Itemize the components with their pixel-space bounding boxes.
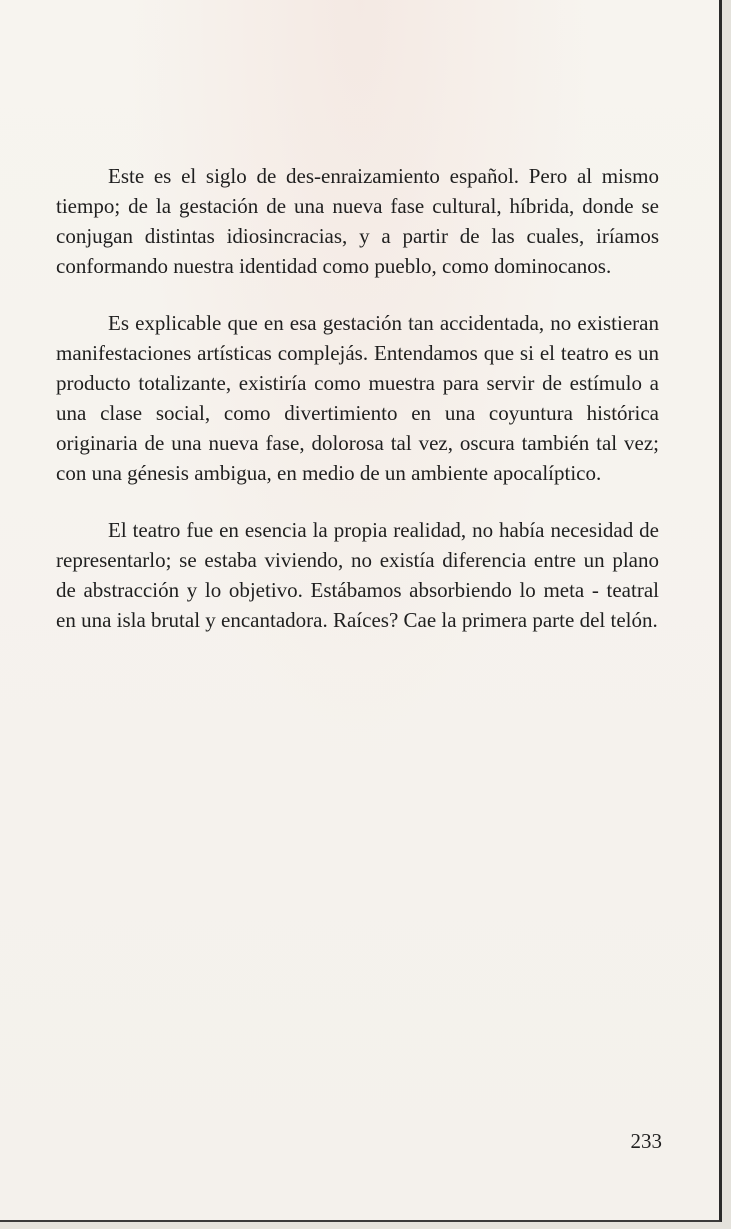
body-text <box>56 161 659 662</box>
page-number: 233 <box>630 1129 662 1153</box>
paragraph-1: Este es el siglo de des-enraizamiento español. Pero al mismo tiempo; de la gestación de una nueva fase cultural, híbrida, donde se conjugan distintas idiosincracias, y a partir de las cuales, iríamos conformando nuestra identidad como pueblo, como dominocanos. <box>56 164 659 278</box>
paragraph-2: Es explicable que en esa gestación tan accidentada, no existieran manifestaciones artísticas complejás. Entendamos que si el teatro es un producto totalizante, existiría como muestra para servir de estímulo a una clase social, como divertimiento en una coyuntura histórica originaria de una nueva fase, dolorosa tal vez, oscura también tal vez; con una génesis ambigua, en medio de un ambiente apocalíptico. <box>56 311 659 485</box>
paragraph-3: El teatro fue en esencia la propia realidad, no había necesidad de representarlo; se estaba viviendo, no existía diferencia entre un plano de abstracción y lo objetivo. Estábamos absorbiendo lo meta - teatral en una isla brutal y encantadora. Raíces? Cae la primera parte del telón. <box>56 518 659 632</box>
